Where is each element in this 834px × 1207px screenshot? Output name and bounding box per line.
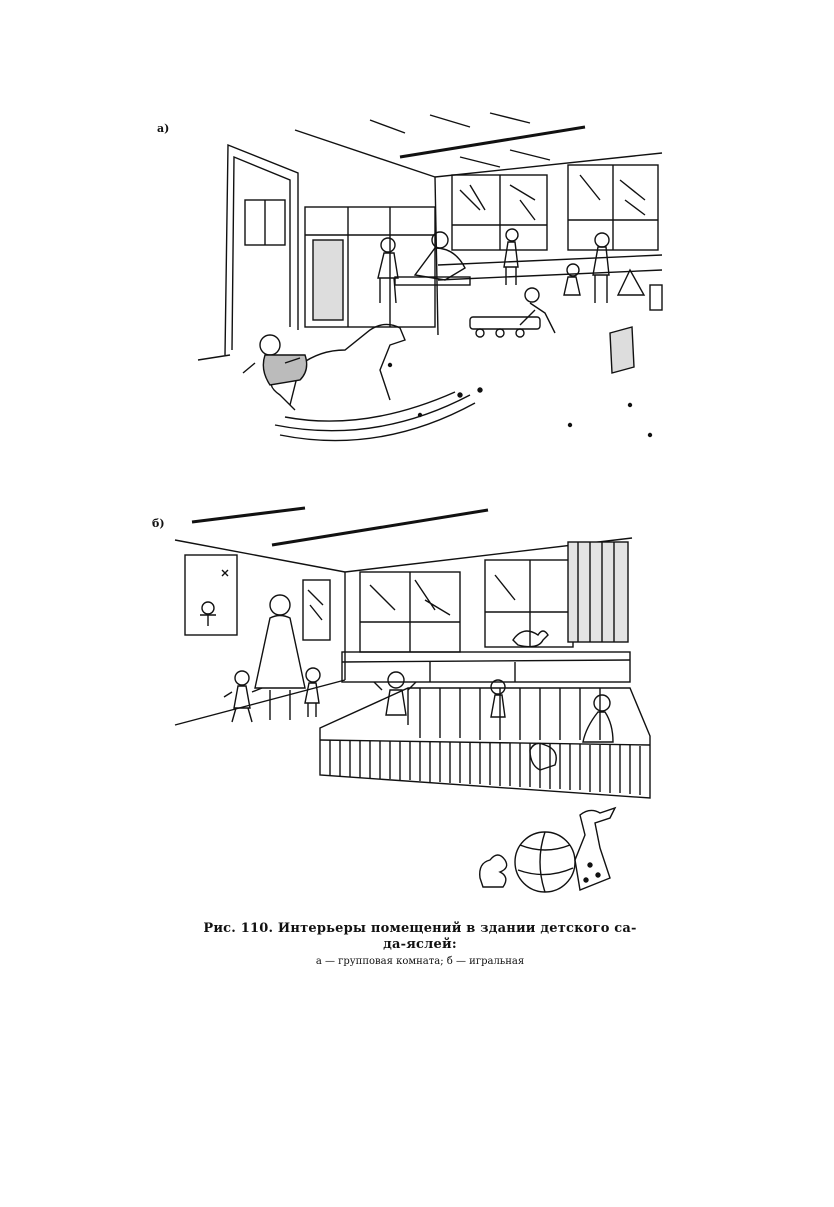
- illustration-group-room: [170, 105, 670, 475]
- panel-b-label: б): [152, 517, 165, 530]
- panel-a-label: а): [157, 122, 170, 135]
- caption-legend: а — групповая комната; б — игральная: [315, 956, 525, 967]
- figure-caption: [150, 921, 690, 969]
- caption-title-line1: Рис. 110. Интерьеры помещений в здании детского са-: [203, 921, 637, 936]
- illustration-playroom: [170, 500, 660, 900]
- caption-title-line2: да-яслей:: [383, 937, 457, 952]
